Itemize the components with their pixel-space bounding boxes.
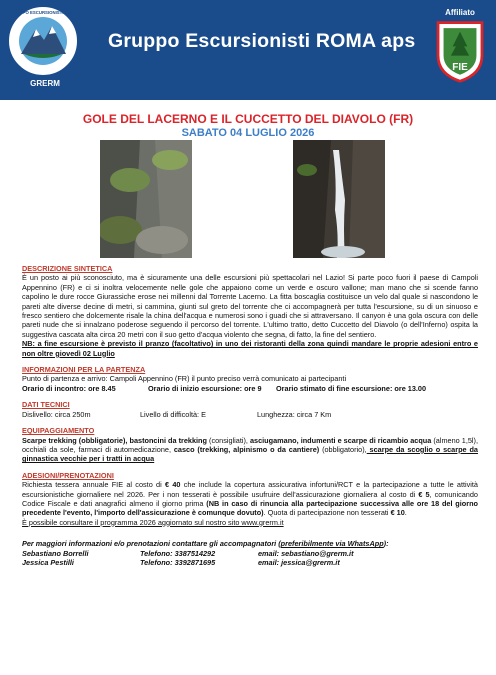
program-link[interactable]: È possibile consultare il programma 2026 aggiornato sul nostro sito www.grerm.it (22, 517, 284, 527)
contact-name: Sebastiano Borrelli (22, 548, 89, 558)
contact-email[interactable]: email: jessica@grerm.it (258, 557, 340, 567)
technical-heading: DATI TECNICI (22, 400, 70, 410)
registration-text: Richiesta tessera annuale FIE al costo di € 40 che include la copertura assicurativa infortuni/RCT e la partecipazione a tutte le attività escursionistiche giornaliere nel 2026. Per i non tesserati è possibile usufruire dell'assicurazione giornaliera al costo di € 5, comunicando Codice Fiscale e dati anagrafici almeno il giorno prima (NB in caso di rinuncia alla partecipazione successiva alle ore 18 del giorno precedente l'evento, l'importo dell'assicurazione è comunque dovuto). Quota di partecipazione non tesserati € 10. (22, 480, 478, 518)
schedule-row (22, 384, 478, 393)
lunch-note: NB: a fine escursione è previsto il pranzo (facoltativo) in uno dei ristoranti della zona quindi mandare le proprie adesioni entro e non oltre giovedì 02 Luglio (22, 339, 478, 358)
length: Lunghezza: circa 7 Km (257, 409, 332, 419)
contact-email[interactable]: email: sebastiano@grerm.it (258, 548, 354, 558)
registration-heading: ADESIONI/PRENOTAZIONI (22, 470, 114, 480)
elevation: Dislivello: circa 250m (22, 409, 91, 419)
event-title: GOLE DEL LACERNO E IL CUCCETTO DEL DIAVOLO (FR) (82, 112, 414, 126)
contact-name: Jessica Pestilli (22, 557, 74, 567)
description-heading: DESCRIZIONE SINTETICA (22, 264, 113, 273)
difficulty: Livello di difficoltà: E (140, 409, 206, 419)
content (22, 264, 478, 567)
org-title: Gruppo Escursionisti ROMA aps (108, 30, 416, 52)
fie-shield-icon (432, 19, 488, 83)
equipment-text: Scarpe trekking (obbligatorie), bastoncini da trekking (consigliati), asciugamano, indumenti e scarpe di ricambio acqua (almeno 1,5l), occhiali da sole, farmaci di automedicazione, casco (trekking, alpinismo o da cantiere) (obbligatorio), scarpe da scoglio o scarpe da ginnastica vecchie per i tratti in acqua (22, 435, 478, 464)
contacts-intro: Per maggiori informazioni e/o prenotazioni contattare gli accompagnatori (preferibilmente via WhatsApp): (22, 539, 389, 549)
start-time: Orario di inizio escursione: ore 9 (148, 383, 262, 393)
contact-phone[interactable]: Telefono: 3387514292 (140, 548, 216, 558)
meeting-time: Orario di incontro: ore 8.45 (22, 383, 116, 393)
departure-heading: INFORMAZIONI PER LA PARTENZA (22, 365, 146, 375)
waterfall-photo-right (293, 140, 385, 258)
gorge-photo-left (100, 140, 192, 258)
equipment-heading: EQUIPAGGIAMENTO (22, 426, 95, 436)
header-bar (0, 0, 496, 100)
contact-row (22, 558, 478, 567)
departure-text: Punto di partenza e arrivo: Campoli Appennino (FR) il punto preciso verrà comunicato ai partecipanti (22, 374, 347, 384)
logo-text-bottom: GRERM (30, 79, 60, 88)
end-time: Orario stimato di fine escursione: ore 13.00 (276, 383, 427, 393)
logo-text-top: GRUPPO ESCURSIONISTI ROMA (10, 10, 78, 15)
badge-label: Affiliato (445, 8, 475, 17)
contact-row (22, 549, 478, 558)
fie-badge (427, 4, 493, 94)
badge-text: FIE (452, 62, 468, 73)
contact-phone[interactable]: Telefono: 3392871695 (140, 557, 216, 567)
description-text: È un posto ai più sconosciuto, ma è sicuramente una delle escursioni più spettacolari nel Lazio! Si parte poco fuori il paese di Campoli Appennino (FR) e ci si inoltra velocemente nelle gole che appaiono come un verde e oscuro vallone; man mano che si scende fanno capolino le dure rocce Giurassiche erose nei millenni dal Torrente Lacerno. La fitta boscaglia costituisce un velo dal quale si nascondono le pareti alte diverse decine di metri, si cammina, giunti sul greto del torrente che ci accompagnerà per tutta l'escursione, su di un sinuoso e fresco sentiero che dolcemente risale la china dell'acqua e numerosi sono i guadi che si attraversano. Il canyon è una gola oscura con delle pareti nude che si innalzano poderose seguendo il percorso del torrente. L'ultimo tratto, detto Cuccetto del Diavolo (o dell'Inferno) ospita la suggestiva cascata alta circa 20 metri con il suo getto d'acqua violento che segna, di fatto, la fine del sentiero. (22, 273, 478, 339)
technical-row (22, 410, 478, 419)
event-date: SABATO 04 LUGLIO 2026 (181, 127, 315, 139)
